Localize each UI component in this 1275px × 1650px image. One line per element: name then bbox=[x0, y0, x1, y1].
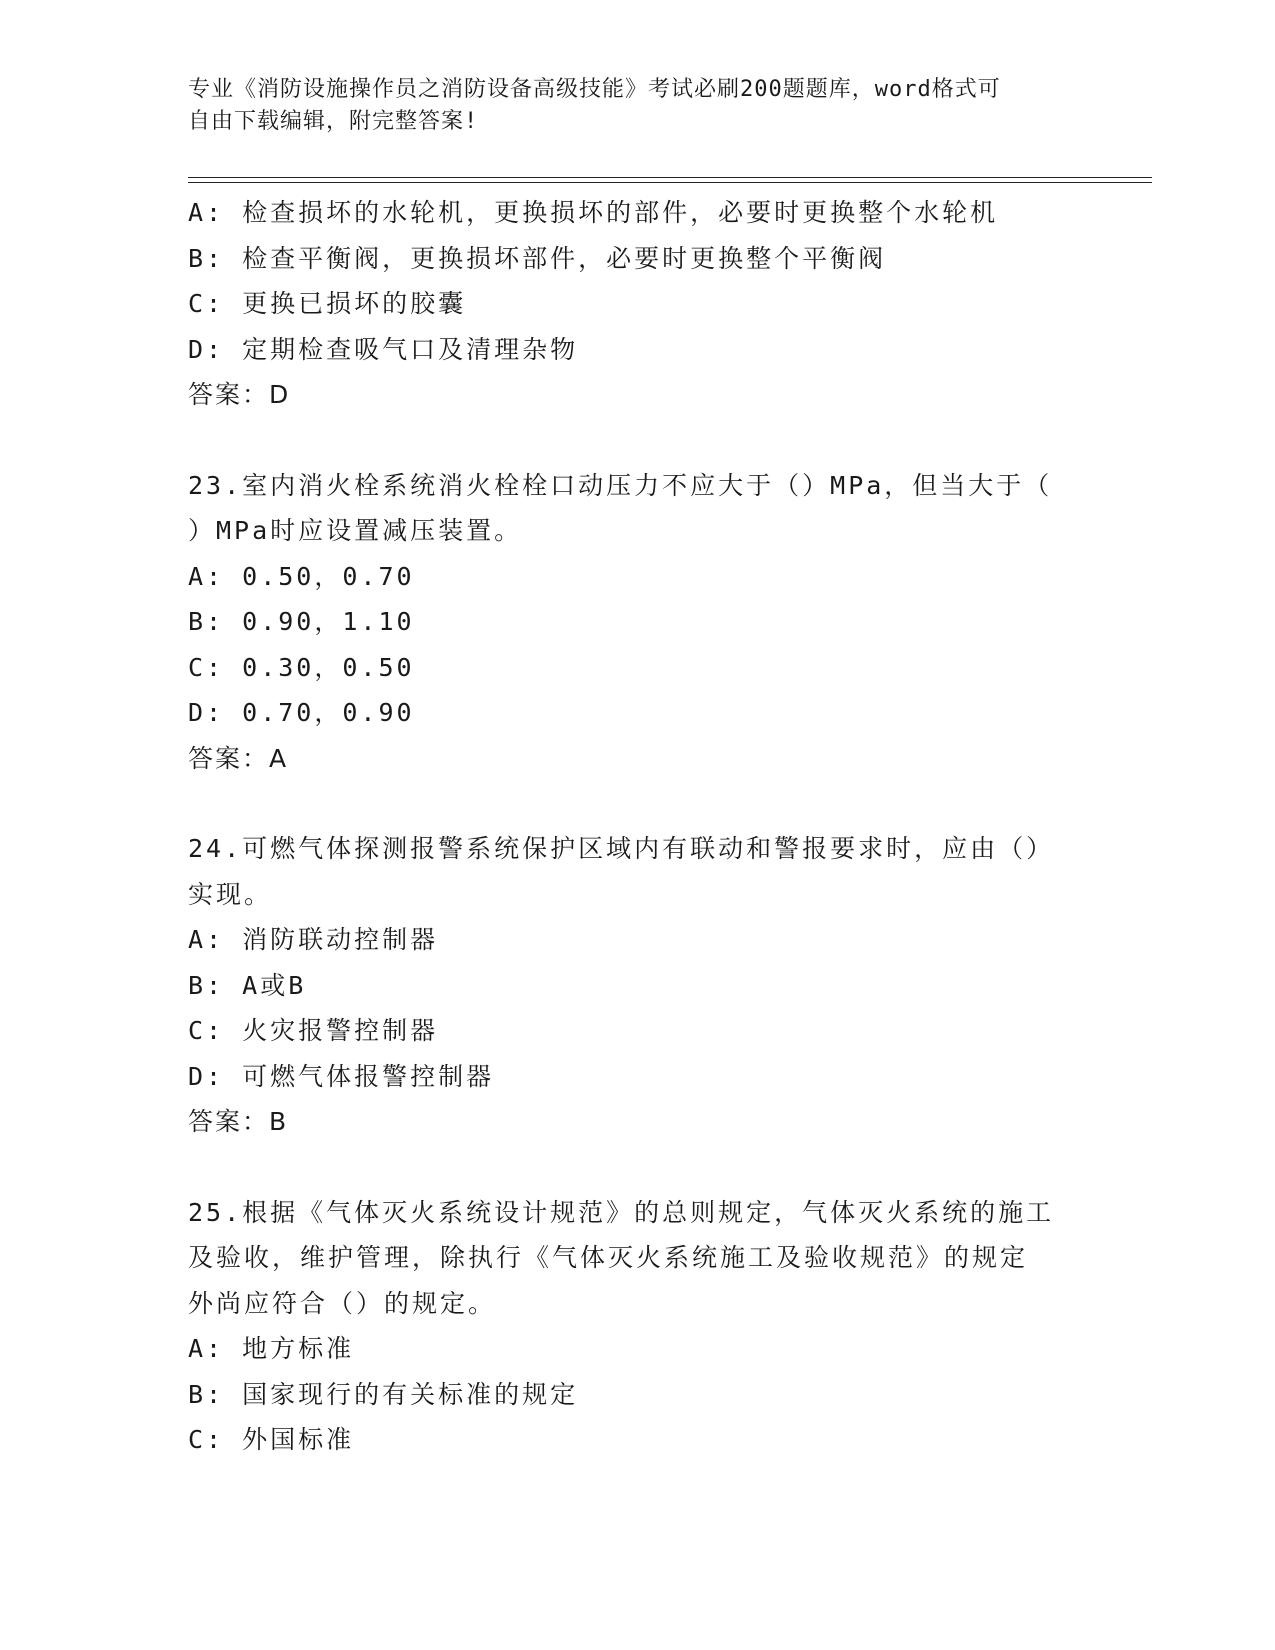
question-25 bbox=[188, 1190, 1088, 1463]
header-divider-top bbox=[188, 177, 1152, 178]
option-b: B: A或B bbox=[188, 970, 307, 1000]
option-c: C: 外国标准 bbox=[188, 1425, 355, 1454]
question-24 bbox=[188, 826, 1088, 1145]
option-c: C: 火灾报警控制器 bbox=[188, 1016, 439, 1045]
option-c: C: 更换已损坏的胶囊 bbox=[188, 289, 467, 318]
question-22 bbox=[188, 190, 1088, 418]
option-a: A: 地方标准 bbox=[188, 1334, 355, 1363]
spacer bbox=[188, 781, 1088, 826]
option-d: D: 可燃气体报警控制器 bbox=[188, 1061, 495, 1091]
header-title-line-1: 专业《消防设施操作员之消防设备高级技能》考试必刷200题题库，word格式可 bbox=[188, 77, 1001, 102]
option-a: A: 消防联动控制器 bbox=[188, 925, 439, 954]
option-d: D: 0.70，0.90 bbox=[188, 698, 415, 727]
question-23 bbox=[188, 463, 1088, 782]
option-a: A: 0.50，0.70 bbox=[188, 561, 415, 591]
option-c: C: 0.30，0.50 bbox=[188, 652, 415, 682]
question-stem-line-2: 实现。 bbox=[188, 879, 273, 909]
question-stem-line-2: 及验收，维护管理，除执行《气体灭火系统施工及验收规范》的规定 bbox=[188, 1243, 1029, 1272]
header-title-line-2: 自由下载编辑，附完整答案! bbox=[188, 109, 479, 134]
answer: 答案：B bbox=[188, 1107, 289, 1136]
question-stem-line-1: 24.可燃气体探测报警系统保护区域内有联动和警报要求时，应由（） bbox=[188, 834, 1055, 863]
document-header bbox=[188, 74, 1068, 138]
option-d: D: 定期检查吸气口及清理杂物 bbox=[188, 334, 579, 364]
answer: 答案：D bbox=[188, 380, 291, 409]
question-list bbox=[188, 190, 1088, 1463]
question-stem-line-2: ）MPa时应设置减压装置。 bbox=[188, 516, 523, 545]
header-divider-bottom bbox=[188, 182, 1152, 183]
option-b: B: 检查平衡阀，更换损坏部件，必要时更换整个平衡阀 bbox=[188, 243, 887, 273]
question-stem-line-1: 25.根据《气体灭火系统设计规范》的总则规定，气体灭火系统的施工 bbox=[188, 1197, 1055, 1227]
question-stem-line-1: 23.室内消火栓系统消火栓栓口动压力不应大于（）MPa，但当大于（ bbox=[188, 470, 1053, 500]
option-b: B: 国家现行的有关标准的规定 bbox=[188, 1379, 579, 1409]
answer: 答案：A bbox=[188, 743, 289, 773]
question-stem-line-3: 外尚应符合（）的规定。 bbox=[188, 1288, 497, 1318]
option-a: A: 检查损坏的水轮机，更换损坏的部件，必要时更换整个水轮机 bbox=[188, 198, 999, 227]
option-b: B: 0.90，1.10 bbox=[188, 607, 415, 636]
spacer bbox=[188, 418, 1088, 463]
spacer bbox=[188, 1145, 1088, 1190]
